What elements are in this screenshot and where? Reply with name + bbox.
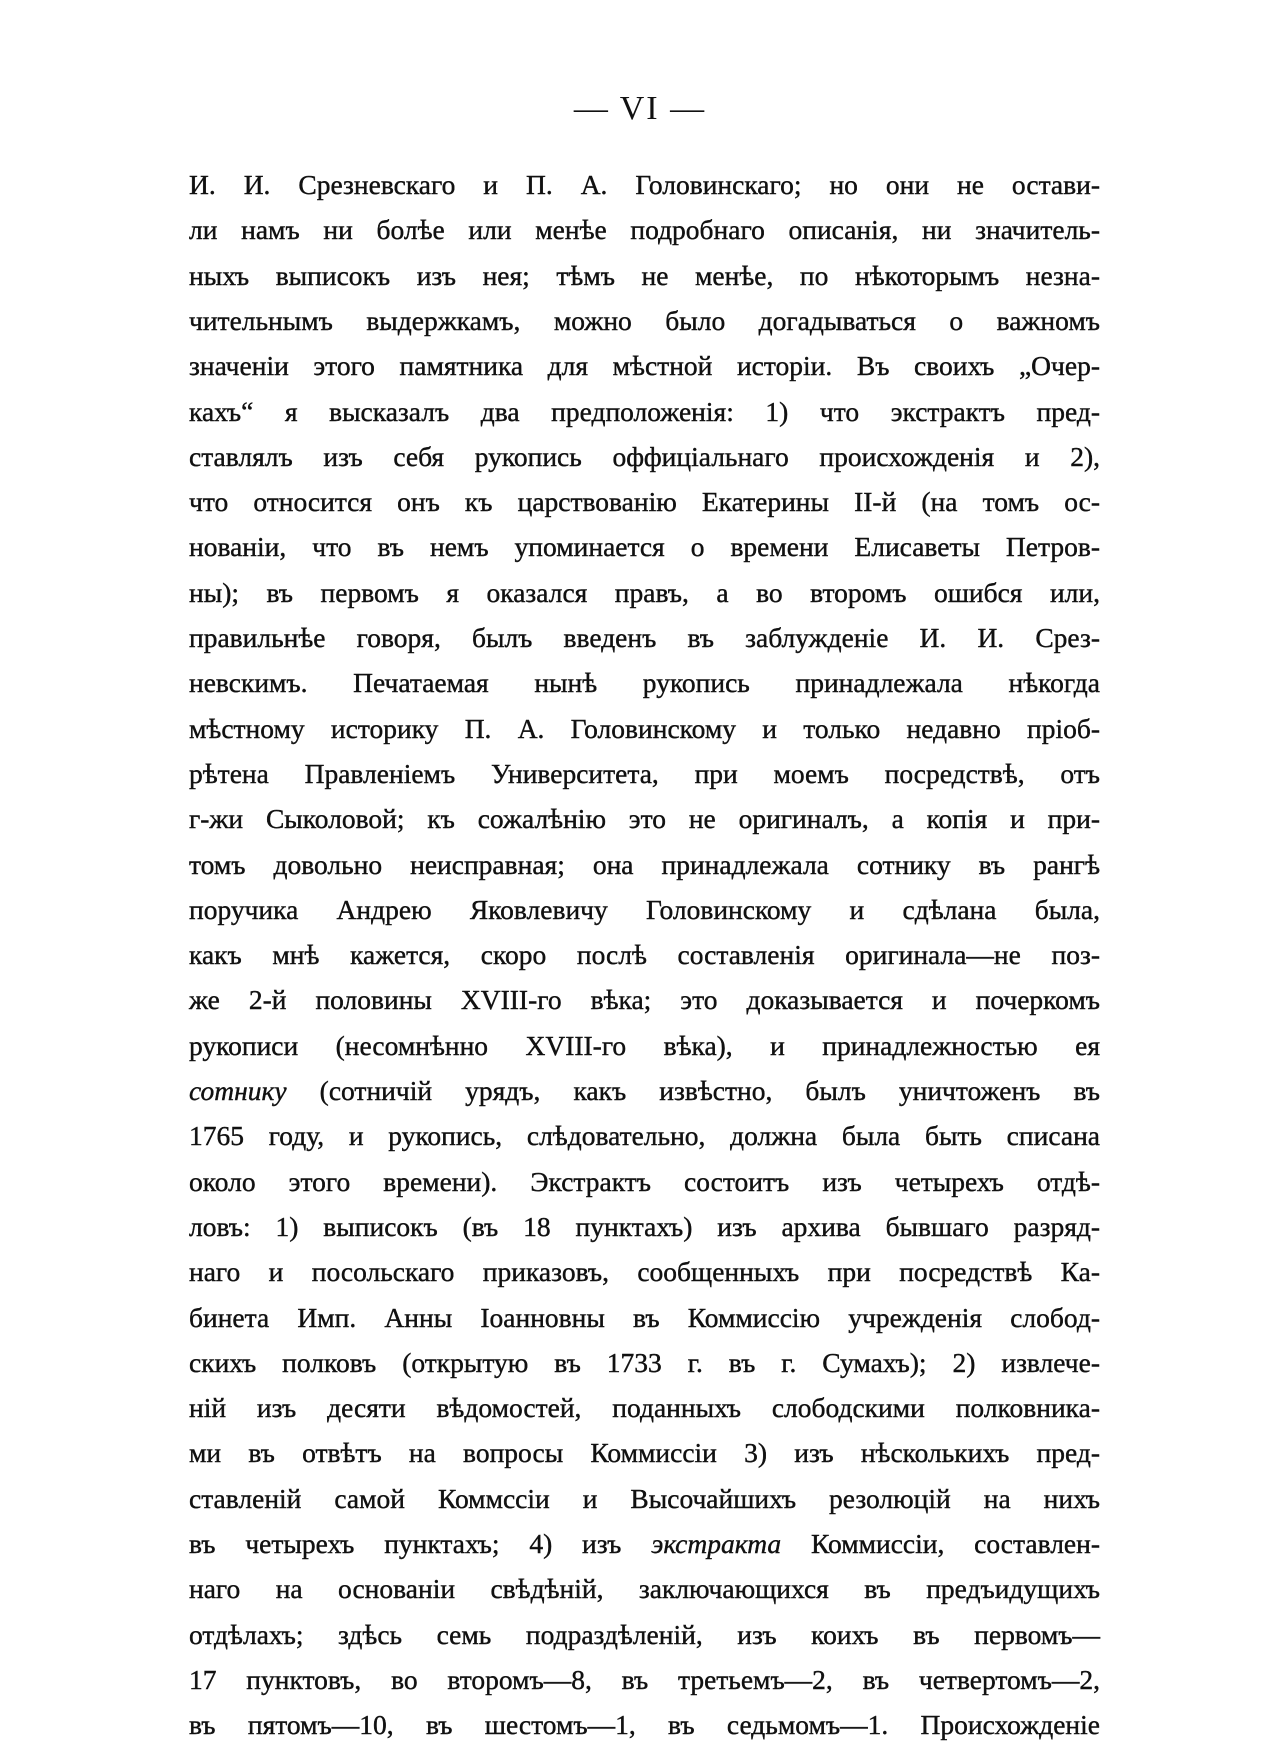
text-line <box>189 1026 1100 1066</box>
text-segment: бинета Имп. Анны Іоанновны въ Коммиссію учрежденія слобод- <box>189 1301 1100 1333</box>
text-line <box>189 1116 1100 1156</box>
text-line <box>189 618 1100 658</box>
text-line <box>189 346 1100 386</box>
text-segment: ній изъ десяти вѣдомостей, поданныхъ слободскими полковника- <box>189 1392 1100 1424</box>
text-segment: значеніи этого памятника для мѣстной исторіи. Въ своихъ „Очер- <box>189 350 1100 382</box>
text-line <box>189 256 1100 296</box>
text-segment: скихъ полковъ (открытую въ 1733 г. въ г. Сумахъ); 2) извлече- <box>189 1346 1100 1378</box>
text-line <box>189 890 1100 930</box>
text-line <box>189 1660 1100 1700</box>
text-segment: (сотничій урядъ, какъ извѣстно, былъ уничтоженъ въ <box>286 1075 1100 1106</box>
text-segment: нованіи, что въ немъ упоминается о времени Елисаветы Петров- <box>189 531 1100 563</box>
text-line <box>189 754 1100 794</box>
text-line <box>189 392 1100 432</box>
text-line <box>189 527 1100 567</box>
text-line <box>189 845 1100 885</box>
text-segment: же 2-й половины XVIII-го вѣка; это доказывается и почеркомъ <box>189 984 1100 1016</box>
text-segment: невскимъ. Печатаемая нынѣ рукопись принадлежала нѣкогда <box>189 667 1100 699</box>
text-segment: отдѣлахъ; здѣсь семь подраздѣленій, изъ коихъ въ первомъ— <box>189 1618 1100 1650</box>
text-segment: ныхъ выписокъ изъ нея; тѣмъ не менѣе, по нѣкоторымъ незна- <box>189 259 1100 291</box>
text-segment: ставленій самой Коммссіи и Высочайшихъ резолюцій на нихъ <box>189 1482 1100 1514</box>
text-line <box>189 1615 1100 1655</box>
text-line <box>189 1388 1100 1428</box>
text-line <box>189 1207 1100 1247</box>
text-segment: наго на основаніи свѣдѣній, заключающихся въ предъидущихъ <box>189 1573 1100 1605</box>
text-line <box>189 1162 1100 1202</box>
text-line <box>189 1252 1100 1292</box>
text-segment: въ пятомъ—10, въ шестомъ—1, въ седьмомъ—1. Происхожденіе <box>189 1709 1100 1741</box>
text-line <box>189 165 1100 205</box>
text-line <box>189 1569 1100 1609</box>
italic-text: сотнику <box>189 1075 287 1106</box>
text-segment: ми въ отвѣтъ на вопросы Коммиссіи 3) изъ нѣсколькихъ пред- <box>189 1437 1100 1469</box>
text-line <box>189 1705 1100 1745</box>
text-line <box>189 935 1100 975</box>
italic-text: экстракта <box>651 1528 782 1559</box>
text-segment: И. И. Срезневскаго и П. А. Головинскаго; но они не остави- <box>189 169 1100 200</box>
text-line <box>189 980 1100 1020</box>
text-line <box>189 1433 1100 1473</box>
text-segment: ставлялъ изъ себя рукопись оффиціальнаго происхожденія и 2), <box>189 440 1100 472</box>
text-segment: рѣтена Правленіемъ Университета, при моемъ посредствѣ, отъ <box>189 757 1100 789</box>
text-line <box>189 1524 1100 1564</box>
text-line <box>189 1479 1100 1519</box>
text-segment: что относится онъ къ царствованію Екатерины II-й (на томъ ос- <box>189 486 1100 518</box>
text-segment: Коммиссіи, составлен- <box>781 1528 1101 1559</box>
text-segment: мѣстному историку П. А. Головинскому и только недавно пріоб- <box>189 712 1100 744</box>
text-segment: правильнѣе говоря, былъ введенъ въ заблужденіе И. И. Срез- <box>189 622 1100 653</box>
text-segment: рукописи (несомнѣнно XVIII-го вѣка), и принадлежностью ея <box>189 1029 1100 1061</box>
text-segment: г-жи Сыколовой; къ сожалѣнію это не оригиналъ, а копія и при- <box>189 803 1100 835</box>
text-segment: томъ довольно неисправная; она принадлежала сотнику въ рангѣ <box>189 848 1100 880</box>
text-line <box>189 482 1100 522</box>
text-segment: наго и посольскаго приказовъ, сообщенныхъ при посредствѣ Ка- <box>189 1256 1100 1288</box>
text-line <box>189 1298 1100 1338</box>
page-number: — VI — <box>573 90 707 127</box>
text-line <box>189 437 1100 477</box>
text-segment: ли намъ ни болѣе или менѣе подробнаго описанія, ни значитель- <box>189 214 1100 246</box>
text-line <box>189 210 1100 250</box>
text-segment: кахъ“ я высказалъ два предположенія: 1) что экстрактъ пред- <box>189 395 1100 427</box>
text-segment: 1765 году, и рукопись, слѣдовательно, должна была быть списана <box>189 1120 1100 1152</box>
text-line <box>189 301 1100 341</box>
text-line <box>189 709 1100 749</box>
text-segment: какъ мнѣ кажется, скоро послѣ составленія оригинала—не поз- <box>189 939 1100 971</box>
text-segment: 17 пунктовъ, во второмъ—8, въ третьемъ—2, въ четвертомъ—2, <box>189 1663 1100 1695</box>
text-segment: въ четырехъ пунктахъ; 4) изъ <box>189 1528 652 1559</box>
text-line <box>189 1071 1100 1111</box>
text-segment: чительнымъ выдержкамъ, можно было догадываться о важномъ <box>189 304 1100 336</box>
text-segment: ны); въ первомъ я оказался правъ, а во второмъ ошибся или, <box>189 576 1100 608</box>
text-line <box>189 1343 1100 1383</box>
text-line <box>189 573 1100 613</box>
text-segment: ловъ: 1) выписокъ (въ 18 пунктахъ) изъ архива бывшаго разряд- <box>189 1210 1100 1242</box>
text-segment: около этого времени). Экстрактъ состоитъ изъ четырехъ отдѣ- <box>189 1165 1100 1197</box>
text-segment: поручика Андрею Яковлевичу Головинскому и сдѣлана была, <box>189 893 1100 925</box>
text-line <box>189 663 1100 703</box>
text-line <box>189 799 1100 839</box>
